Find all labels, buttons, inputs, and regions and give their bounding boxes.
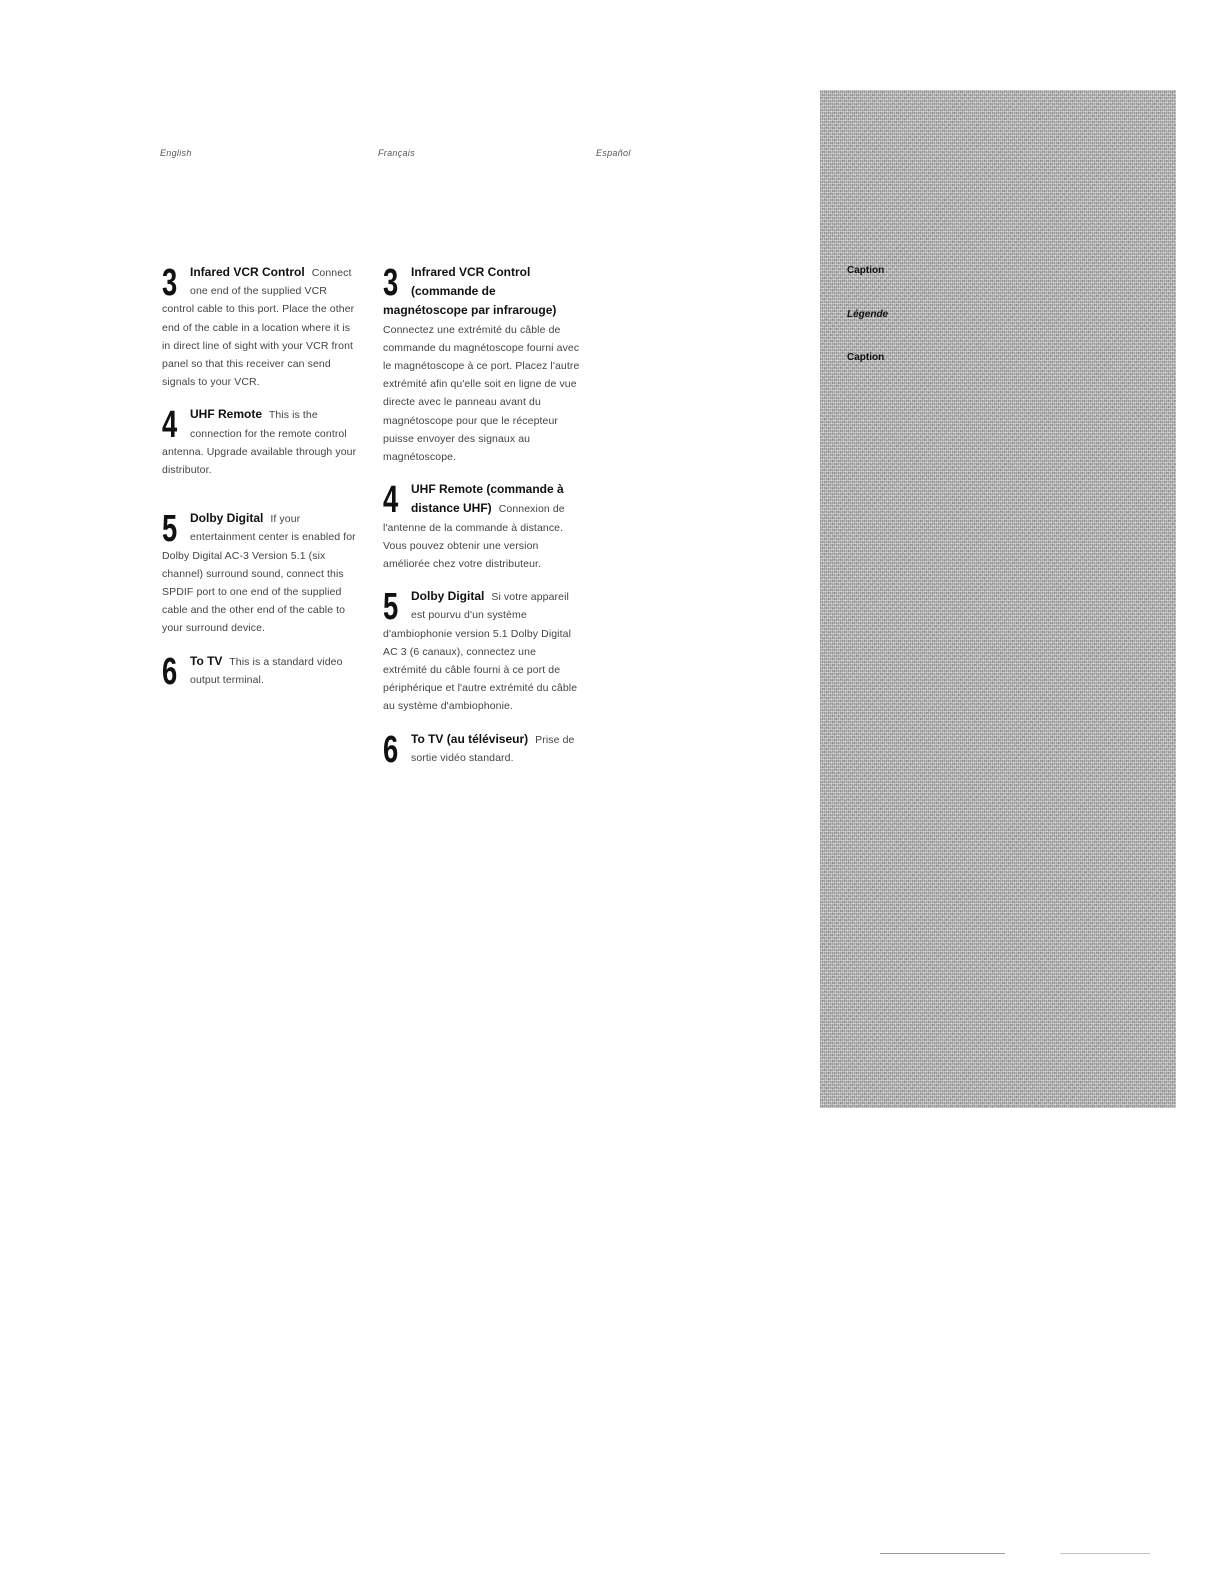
french-item-6 (383, 728, 581, 771)
caption-sidebar-panel (820, 90, 1176, 1108)
item-heading: To TV (190, 653, 223, 668)
item-text: Connexion de l'antenne de la commande à distance. Vous pouvez obtenir une version améliorée chez votre distributeur. (383, 503, 565, 571)
item-text: Si votre appareil est pourvu d'un système d'ambiophonie version 5.1 Dolby Digital AC 3 (6 canaux), connectez une extrémité du câble fourni à ce port de périphérique et l'autre extrémité du câble au système d'ambiophonie. (383, 591, 578, 713)
item-text: Connect one end of the supplied VCR control cable to this port. Place the other end of the cable in a location where it is in direct line of sight with your VCR front panel so that this receiver can send signals to your VCR. (162, 267, 355, 389)
footer-divider (880, 1553, 1005, 1554)
french-item-5 (383, 587, 581, 715)
item-heading: Infrared VCR Control (commande de magnétoscope par infrarouge) (383, 265, 557, 318)
footer-divider (1060, 1553, 1150, 1554)
caption-english: Caption (847, 265, 885, 276)
english-item-5 (162, 509, 358, 637)
item-number: 6 (383, 728, 399, 771)
english-item-4 (162, 405, 358, 479)
french-item-3 (383, 263, 581, 466)
item-number: 3 (383, 262, 399, 304)
item-number: 5 (162, 508, 178, 551)
lang-label-spanish: Español (596, 148, 631, 158)
item-heading: To TV (au téléviseur) (411, 731, 529, 746)
item-text: This is a standard video output terminal. (190, 655, 343, 686)
caption-french: Légende (847, 309, 889, 320)
item-number: 4 (383, 479, 399, 522)
item-heading: UHF Remote (commande à distance UHF) (411, 482, 564, 516)
french-column (383, 263, 581, 781)
item-heading: Dolby Digital (190, 511, 264, 526)
english-item-3 (162, 263, 358, 391)
item-number: 3 (162, 262, 178, 304)
item-text: Connectez une extrémité du câble de commande du magnétoscope fourni avec le magnétoscope à ce port. Placez l'autre extrémité afin qu'elle soit en ligne de vue directe avec le panneau avant du magnétoscope pour que le récepteur puisse envoyer des signaux au magnétoscope. (383, 323, 580, 464)
english-column (162, 263, 358, 703)
item-number: 6 (162, 650, 178, 693)
item-heading: Infared VCR Control (190, 265, 305, 279)
item-heading: UHF Remote (190, 407, 263, 422)
item-number: 5 (383, 586, 399, 629)
item-text: This is the connection for the remote control antenna. Upgrade available through your distributor. (162, 409, 357, 477)
english-item-6 (162, 650, 358, 693)
caption-spanish: Caption (847, 352, 885, 363)
item-heading: Dolby Digital (411, 589, 485, 604)
item-text: Prise de sortie vidéo standard. (411, 733, 575, 764)
lang-label-french: Français (378, 148, 415, 158)
item-number: 4 (162, 404, 178, 447)
french-item-4 (383, 480, 581, 573)
lang-label-english: English (160, 148, 192, 158)
item-text: If your entertainment center is enabled for Dolby Digital AC-3 Version 5.1 (six channel) surround sound, connect this SPDIF port to one end of the supplied cable and the other end of the cable to your surround device. (162, 513, 356, 635)
